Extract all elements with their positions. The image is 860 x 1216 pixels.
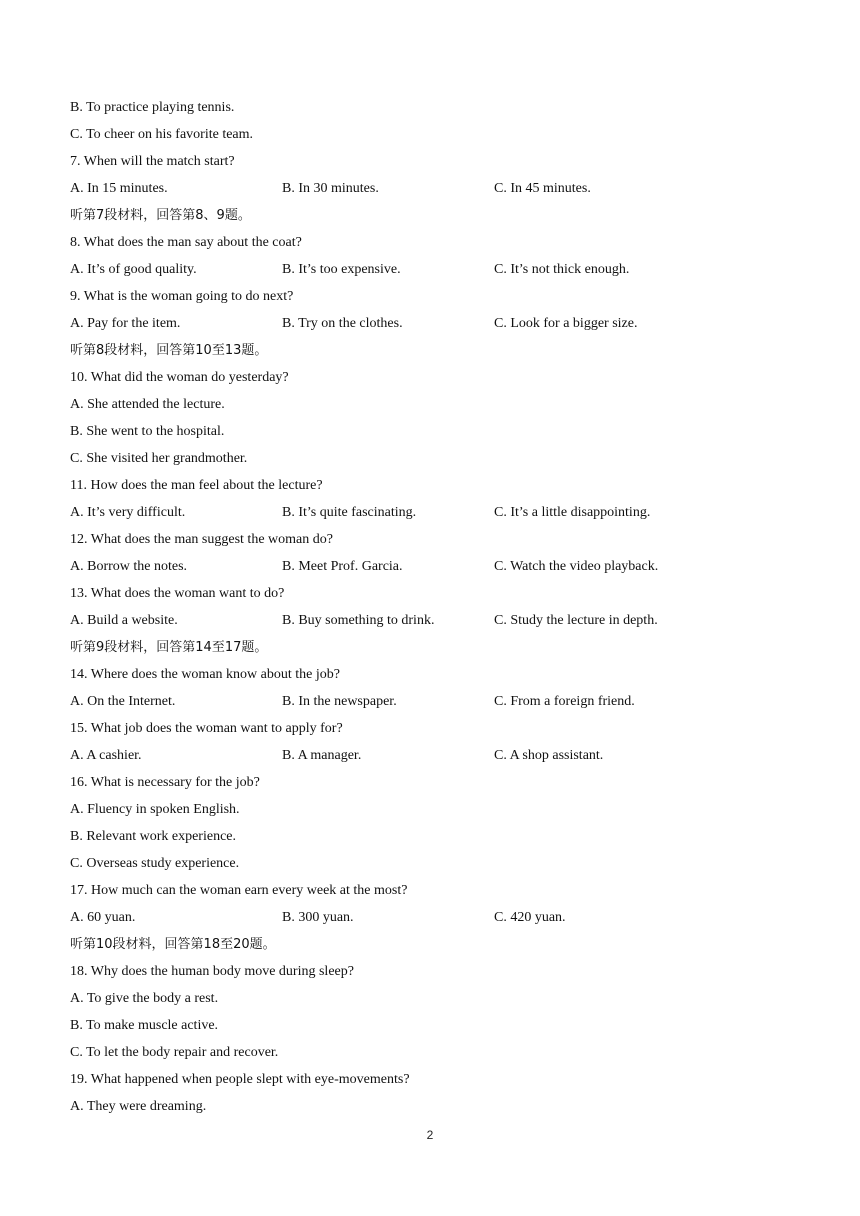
question-text: 16. What is necessary for the job?: [70, 775, 260, 790]
option-b: B. It’s quite fascinating.: [282, 505, 417, 520]
option-a: A. It’s of good quality.: [70, 262, 197, 277]
question-text: 7. When will the match start?: [70, 154, 235, 169]
option-row: [70, 692, 790, 719]
option-line: B. To practice playing tennis.: [70, 100, 235, 115]
option-line: A. They were dreaming.: [70, 1099, 207, 1114]
option-a: A. Borrow the notes.: [70, 559, 188, 574]
section-instruction: 听第7段材料，回答第8、9题。: [70, 208, 251, 223]
option-line: B. She went to the hospital.: [70, 424, 225, 439]
option-a: A. On the Internet.: [70, 694, 176, 709]
option-b: B. Buy something to drink.: [282, 613, 435, 628]
option-row: [70, 314, 790, 341]
option-b: B. Try on the clothes.: [282, 316, 403, 331]
option-a: A. Pay for the item.: [70, 316, 181, 331]
question-text: 18. Why does the human body move during sleep?: [70, 964, 354, 979]
option-row: [70, 908, 790, 935]
option-c: C. It’s not thick enough.: [494, 262, 630, 277]
option-line: C. Overseas study experience.: [70, 856, 240, 871]
option-line: C. She visited her grandmother.: [70, 451, 248, 466]
section-instruction: 听第10段材料，回答第18至20题。: [70, 937, 276, 952]
option-c: C. Look for a bigger size.: [494, 316, 638, 331]
option-line: A. She attended the lecture.: [70, 397, 225, 412]
option-line: A. Fluency in spoken English.: [70, 802, 240, 817]
option-b: B. 300 yuan.: [282, 910, 354, 925]
option-c: C. Study the lecture in depth.: [494, 613, 658, 628]
option-c: C. It’s a little disappointing.: [494, 505, 651, 520]
question-text: 13. What does the woman want to do?: [70, 586, 285, 601]
option-row: [70, 179, 790, 206]
question-text: 12. What does the man suggest the woman do?: [70, 532, 333, 547]
question-text: 14. Where does the woman know about the job?: [70, 667, 340, 682]
option-row: [70, 746, 790, 773]
question-text: 9. What is the woman going to do next?: [70, 289, 294, 304]
option-c: C. From a foreign friend.: [494, 694, 635, 709]
option-line: B. To make muscle active.: [70, 1018, 219, 1033]
question-text: 17. How much can the woman earn every week at the most?: [70, 883, 408, 898]
option-a: A. It’s very difficult.: [70, 505, 186, 520]
option-b: B. Meet Prof. Garcia.: [282, 559, 403, 574]
option-row: [70, 557, 790, 584]
option-line: C. To let the body repair and recover.: [70, 1045, 279, 1060]
question-text: 15. What job does the woman want to apply for?: [70, 721, 343, 736]
option-b: B. It’s too expensive.: [282, 262, 401, 277]
option-b: B. In 30 minutes.: [282, 181, 379, 196]
option-row: [70, 611, 790, 638]
option-a: A. 60 yuan.: [70, 910, 136, 925]
text-body: [70, 98, 790, 1124]
question-text: 8. What does the man say about the coat?: [70, 235, 302, 250]
option-a: A. In 15 minutes.: [70, 181, 168, 196]
question-text: 11. How does the man feel about the lecture?: [70, 478, 323, 493]
option-line: B. Relevant work experience.: [70, 829, 236, 844]
option-line: A. To give the body a rest.: [70, 991, 219, 1006]
section-instruction: 听第9段材料，回答第14至17题。: [70, 640, 268, 655]
option-b: B. A manager.: [282, 748, 362, 763]
option-line: C. To cheer on his favorite team.: [70, 127, 254, 142]
page-number: 2: [426, 1128, 434, 1142]
option-a: A. A cashier.: [70, 748, 142, 763]
option-a: A. Build a website.: [70, 613, 178, 628]
option-c: C. Watch the video playback.: [494, 559, 659, 574]
option-row: [70, 503, 790, 530]
option-c: C. In 45 minutes.: [494, 181, 591, 196]
option-c: C. A shop assistant.: [494, 748, 604, 763]
section-instruction: 听第8段材料，回答第10至13题。: [70, 343, 268, 358]
option-row: [70, 260, 790, 287]
option-c: C. 420 yuan.: [494, 910, 566, 925]
question-text: 19. What happened when people slept with eye-movements?: [70, 1072, 410, 1087]
option-b: B. In the newspaper.: [282, 694, 397, 709]
question-text: 10. What did the woman do yesterday?: [70, 370, 289, 385]
